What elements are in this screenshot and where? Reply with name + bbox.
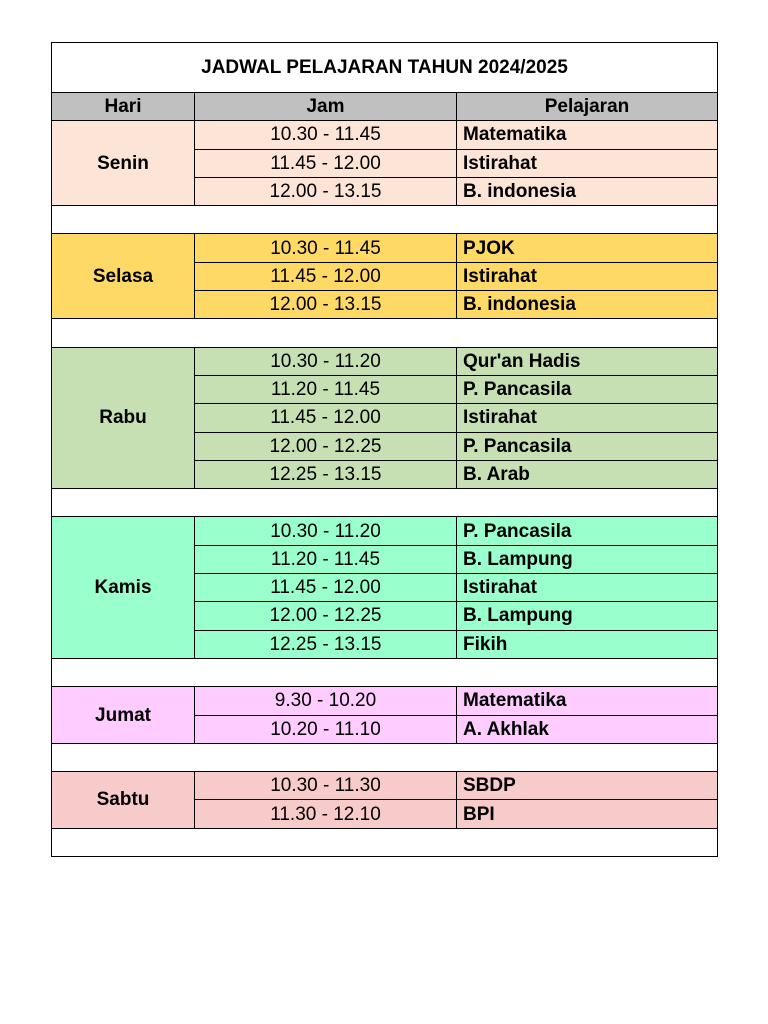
subject-cell: B. indonesia bbox=[457, 177, 718, 205]
subject-cell: BPI bbox=[457, 800, 718, 828]
subject-cell: Istirahat bbox=[457, 262, 718, 290]
day-cell-sabtu: Sabtu bbox=[52, 772, 195, 829]
time-cell: 11.45 - 12.00 bbox=[195, 574, 457, 602]
page-title: JADWAL PELAJARAN TAHUN 2024/2025 bbox=[52, 43, 718, 93]
subject-cell: SBDP bbox=[457, 772, 718, 800]
table-row bbox=[52, 347, 718, 375]
separator-row bbox=[52, 319, 718, 347]
day-cell-kamis: Kamis bbox=[52, 517, 195, 658]
separator-row bbox=[52, 743, 718, 771]
subject-cell: P. Pancasila bbox=[457, 432, 718, 460]
day-cell-senin: Senin bbox=[52, 121, 195, 206]
subject-cell: A. Akhlak bbox=[457, 715, 718, 743]
time-cell: 10.30 - 11.45 bbox=[195, 234, 457, 262]
table-row bbox=[52, 687, 718, 715]
header-subject: Pelajaran bbox=[457, 93, 718, 121]
separator-cell bbox=[52, 319, 718, 347]
day-cell-rabu: Rabu bbox=[52, 347, 195, 488]
time-cell: 12.00 - 13.15 bbox=[195, 177, 457, 205]
day-cell-selasa: Selasa bbox=[52, 234, 195, 319]
subject-cell: B. Lampung bbox=[457, 602, 718, 630]
subject-cell: Matematika bbox=[457, 121, 718, 149]
subject-cell: Istirahat bbox=[457, 149, 718, 177]
time-cell: 11.20 - 11.45 bbox=[195, 545, 457, 573]
time-cell: 12.25 - 13.15 bbox=[195, 460, 457, 488]
subject-cell: Fikih bbox=[457, 630, 718, 658]
table-row bbox=[52, 234, 718, 262]
separator-cell bbox=[52, 743, 718, 771]
subject-cell: B. indonesia bbox=[457, 291, 718, 319]
time-cell: 10.30 - 11.20 bbox=[195, 347, 457, 375]
separator-cell bbox=[52, 206, 718, 234]
time-cell: 12.00 - 13.15 bbox=[195, 291, 457, 319]
separator-cell bbox=[52, 658, 718, 686]
header-day: Hari bbox=[52, 93, 195, 121]
time-cell: 11.30 - 12.10 bbox=[195, 800, 457, 828]
separator-cell bbox=[52, 828, 718, 856]
table-row bbox=[52, 517, 718, 545]
title-row bbox=[52, 43, 718, 93]
separator-row bbox=[52, 206, 718, 234]
subject-cell: P. Pancasila bbox=[457, 517, 718, 545]
time-cell: 9.30 - 10.20 bbox=[195, 687, 457, 715]
table-row bbox=[52, 121, 718, 149]
header-time: Jam bbox=[195, 93, 457, 121]
time-cell: 12.25 - 13.15 bbox=[195, 630, 457, 658]
subject-cell: Qur'an Hadis bbox=[457, 347, 718, 375]
time-cell: 10.30 - 11.20 bbox=[195, 517, 457, 545]
subject-cell: B. Arab bbox=[457, 460, 718, 488]
time-cell: 11.45 - 12.00 bbox=[195, 149, 457, 177]
subject-cell: Istirahat bbox=[457, 574, 718, 602]
separator-row bbox=[52, 658, 718, 686]
schedule-body bbox=[52, 121, 718, 857]
header-row bbox=[52, 93, 718, 121]
subject-cell: P. Pancasila bbox=[457, 375, 718, 403]
schedule-table bbox=[51, 42, 718, 857]
subject-cell: B. Lampung bbox=[457, 545, 718, 573]
time-cell: 11.45 - 12.00 bbox=[195, 404, 457, 432]
time-cell: 11.45 - 12.00 bbox=[195, 262, 457, 290]
subject-cell: Istirahat bbox=[457, 404, 718, 432]
day-cell-jumat: Jumat bbox=[52, 687, 195, 744]
subject-cell: PJOK bbox=[457, 234, 718, 262]
separator-row bbox=[52, 489, 718, 517]
time-cell: 10.20 - 11.10 bbox=[195, 715, 457, 743]
separator-cell bbox=[52, 489, 718, 517]
time-cell: 12.00 - 12.25 bbox=[195, 432, 457, 460]
table-row bbox=[52, 772, 718, 800]
time-cell: 10.30 - 11.45 bbox=[195, 121, 457, 149]
subject-cell: Matematika bbox=[457, 687, 718, 715]
time-cell: 10.30 - 11.30 bbox=[195, 772, 457, 800]
time-cell: 12.00 - 12.25 bbox=[195, 602, 457, 630]
separator-row bbox=[52, 828, 718, 856]
time-cell: 11.20 - 11.45 bbox=[195, 375, 457, 403]
